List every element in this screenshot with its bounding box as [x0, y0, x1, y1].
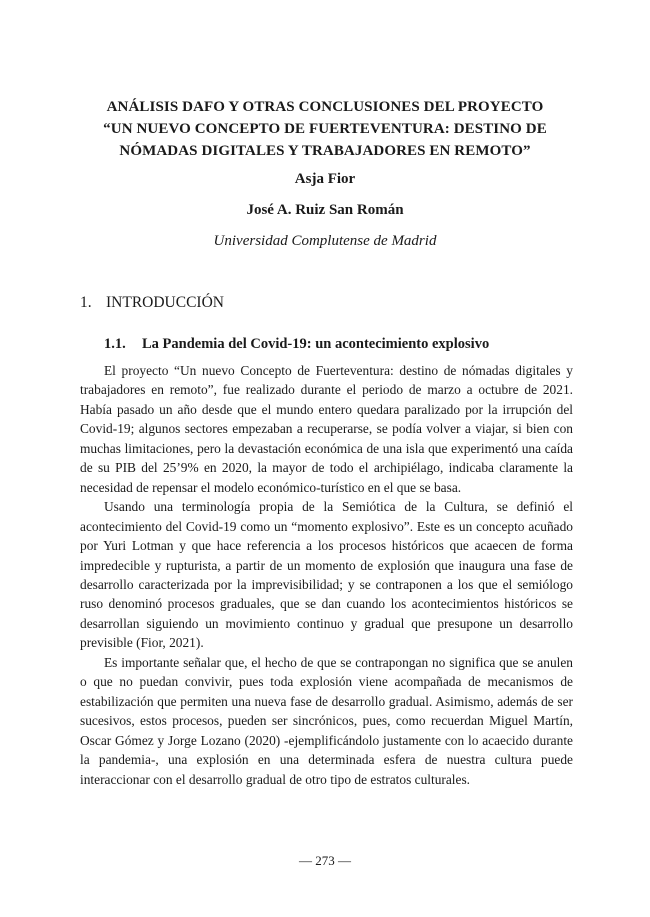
- subsection-title: La Pandemia del Covid-19: un acontecimiento explosivo: [142, 336, 490, 352]
- page-number: — 273 —: [299, 853, 351, 868]
- author-name: José A. Ruiz San Román: [246, 202, 404, 218]
- subsection-number: 1.1.: [104, 336, 126, 352]
- paragraph: Usando una terminología propia de la Semiótica de la Cultura, se definió el acontecimiento del Covid-19 como un “momento explosivo”. Este es un concepto acuñado por Yuri Lotman y que hace referencia a los procesos históricos que acaecen de forma impredecible y rupturista, a partir de un momento de explosión que inaugura una fase de desarrollo caracterizada por la imprevisibilidad; y se contraponen a los que el semiólogo ruso denominó procesos graduales, que se dan cuando los acontecimientos históricos se desarrollan siguiendo un movimiento continuo y gradual que presupone un desarrollo previsible (Fior, 2021).: [80, 499, 573, 651]
- section-title: INTRODUCCIÓN: [106, 294, 224, 311]
- affiliation: Universidad Complutense de Madrid: [213, 233, 437, 249]
- section-number: 1.: [80, 294, 92, 311]
- author-name: Asja Fior: [294, 171, 356, 187]
- title-line-3: NÓMADAS DIGITALES Y TRABAJADORES EN REMOTO”: [119, 143, 531, 159]
- subsection-heading: [104, 334, 489, 354]
- body-text: [80, 361, 573, 789]
- paragraph: Es importante señalar que, el hecho de que se contrapongan no significa que se anulen o que no puedan convivir, pues toda explosión viene acompañada de mecanismos de estabilización que permiten una nueva fase de desarrollo gradual. Asimismo, además de ser sucesivos, estos procesos, pueden ser sincrónicos, pues, como recuerdan Miguel Martín, Oscar Gómez y Jorge Lozano (2020) -ejemplificándolo justamente con lo acaecido durante la pandemia-, una explosión en una determinada esfera de nuestra cultura puede interaccionar con el desarrollo gradual de otro tipo de estratos culturales.: [80, 654, 573, 787]
- section-heading: [80, 293, 224, 313]
- title-line-1: ANÁLISIS DAFO Y OTRAS CONCLUSIONES DEL PROYECTO: [106, 99, 544, 115]
- title-line-2: “UN NUEVO CONCEPTO DE FUERTEVENTURA: DESTINO DE: [103, 121, 547, 137]
- title-block: [80, 96, 570, 251]
- paragraph: El proyecto “Un nuevo Concepto de Fuerteventura: destino de nómadas digitales y trabajadores en remoto”, fue realizado durante el periodo de marzo a octubre de 2021. Había pasado un año desde que el mundo entero quedara paralizado por la irrupción del Covid-19; algunos sectores empezaban a recuperarse, se podía volver a viajar, si bien con muchas limitaciones, pero la devastación económica de una isla que experimentó una caída de su PIB del 25’9% en 2020, la mayor de todo el archipiélago, indicaba claramente la necesidad de repensar el modelo económico-turístico en el que se basa.: [80, 363, 573, 495]
